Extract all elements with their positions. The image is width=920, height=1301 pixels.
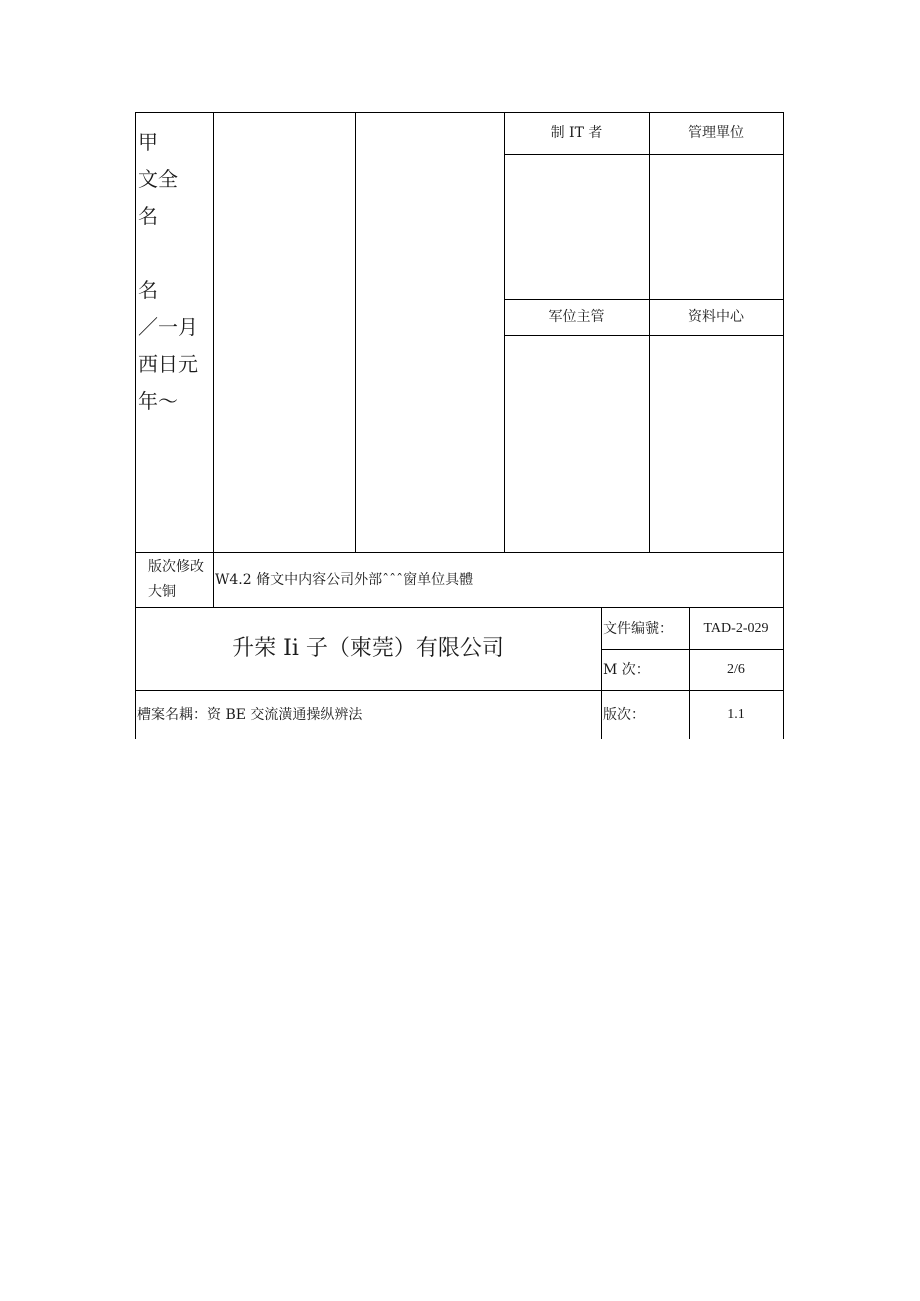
doc-number-label: 文件编虢： [603, 621, 673, 637]
revision-content: W4.2 脩文中内容公司外部ˆˆˆ窗单位具體 [215, 572, 474, 588]
revision-label: 版次修改 [148, 559, 204, 575]
left-line: 文全 [138, 167, 178, 191]
col-divider-4 [649, 112, 650, 552]
revision-label-line2: 大铜 [148, 584, 176, 600]
mid-row-divider [504, 299, 784, 300]
page-label: M 次： [603, 662, 650, 678]
col-divider-3 [504, 112, 505, 552]
left-line: 年～ [138, 389, 178, 413]
left-line: ／一月 [138, 315, 198, 339]
left-line: 名 [138, 204, 158, 228]
author-header: 制 IT 者 [550, 125, 603, 141]
left-line: 甲 [138, 130, 158, 154]
document-name-column [138, 124, 198, 420]
cover-bottom-border [135, 552, 784, 553]
document-title: 槽案名耦：资 BE 交流潢通操纵辨法 [137, 707, 363, 723]
version-value: 1.1 [727, 707, 745, 722]
page-value: 2/6 [727, 662, 745, 677]
footer-row-divider-2 [135, 690, 784, 691]
version-label: 版次： [603, 707, 645, 723]
revision-bottom-border [135, 607, 784, 608]
unit-supervisor-header: 军位主管 [548, 309, 605, 325]
header-row-divider [504, 154, 784, 155]
col-divider-1 [213, 112, 214, 607]
footer-row-divider-1 [601, 649, 784, 650]
left-line: 名 [138, 278, 158, 302]
data-center-header: 资料中心 [688, 309, 744, 325]
table-top-border [135, 112, 784, 113]
col-divider-2 [355, 112, 356, 552]
management-header: 管理單位 [688, 125, 744, 141]
left-line [138, 235, 198, 272]
table-right-border [783, 112, 784, 739]
company-name: 升荣 Ii 子（柬莞）有限公司 [232, 636, 504, 661]
second-header-divider [504, 335, 784, 336]
left-line: 西日元 [138, 352, 198, 376]
footer-col-divider-1 [601, 607, 602, 739]
doc-number-value: TAD-2-029 [703, 621, 769, 636]
